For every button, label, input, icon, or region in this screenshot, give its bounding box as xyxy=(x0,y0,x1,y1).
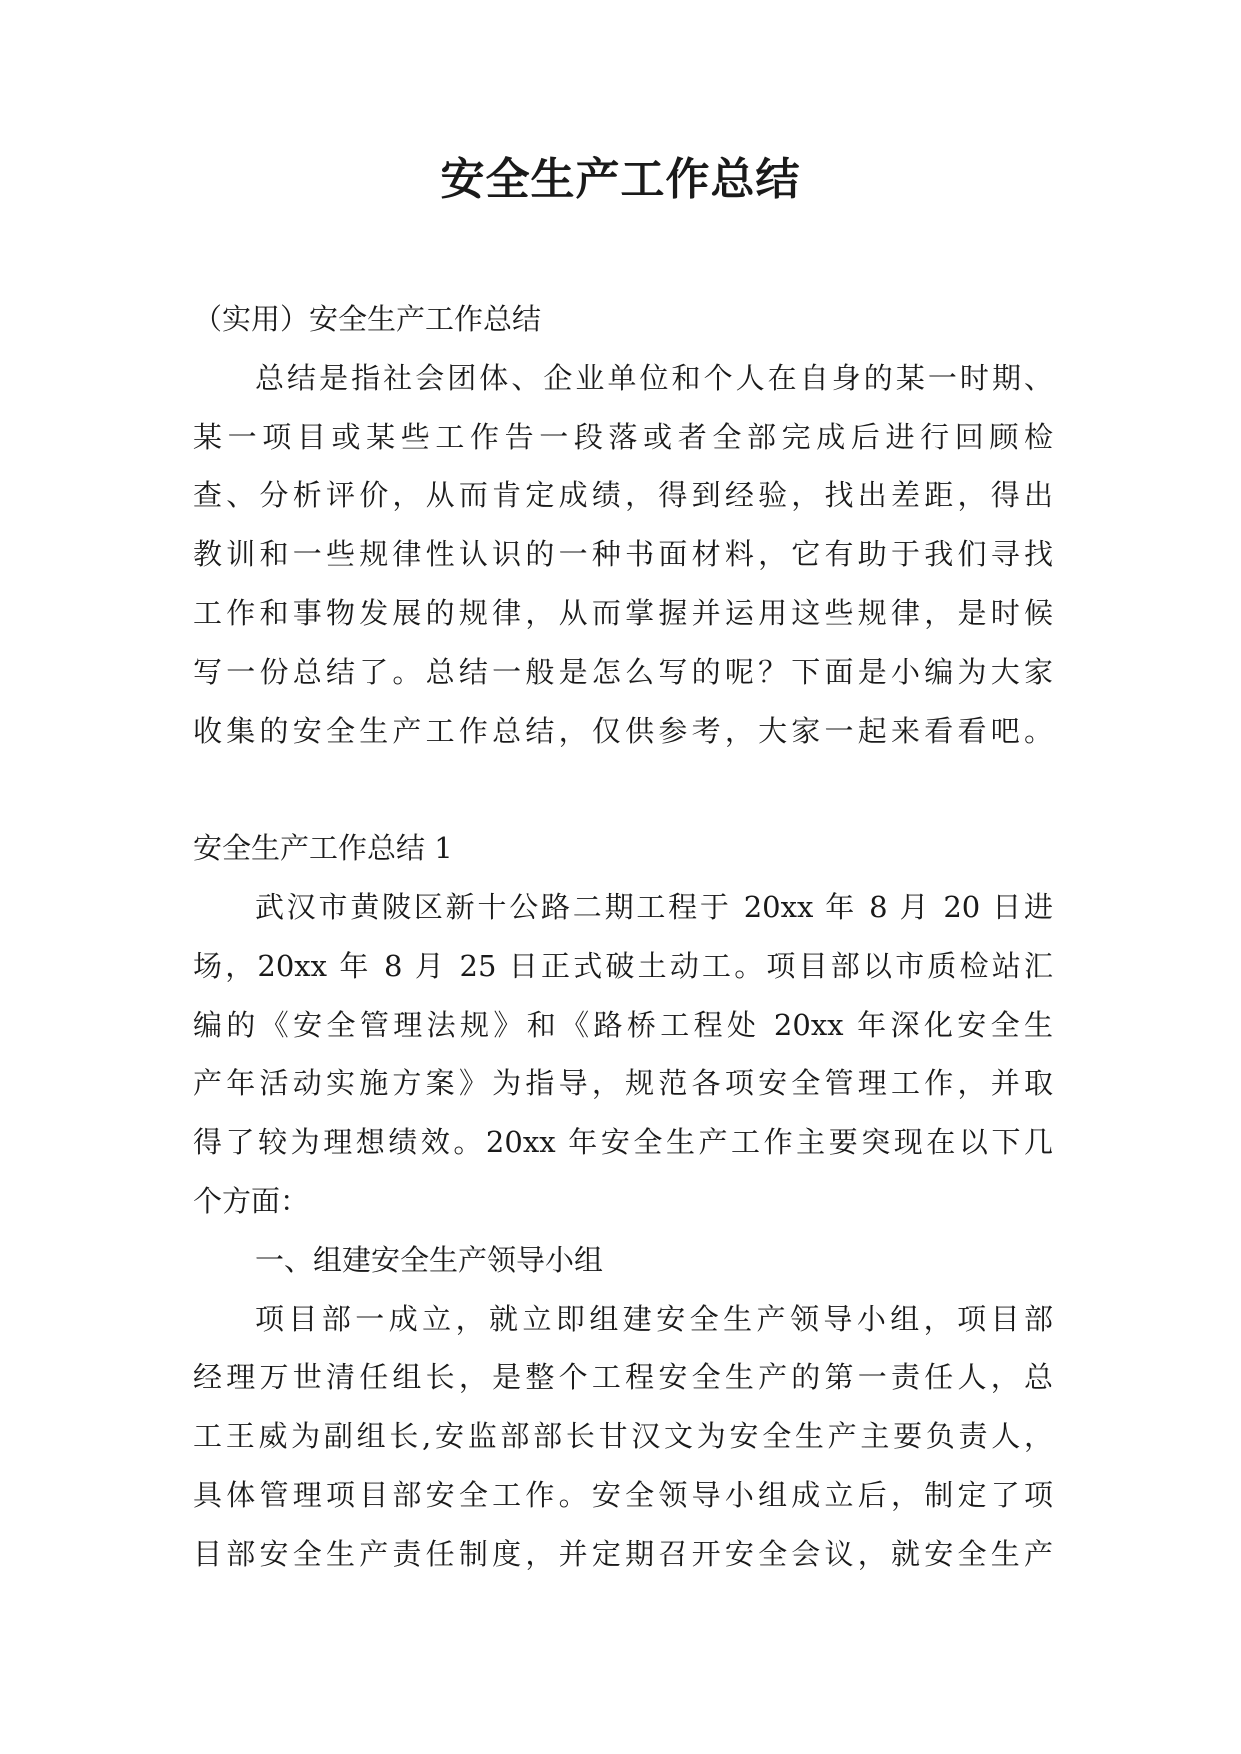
paragraph-line: 得了较为理想绩效。20xx 年安全生产工作主要突现在以下几 xyxy=(193,1125,1053,1160)
intro-line: 某一项目或某些工作告一段落或者全部完成后进行回顾检 xyxy=(193,419,1053,454)
intro-line: 收集的安全生产工作总结，仅供参考，大家一起来看看吧。 xyxy=(193,713,1053,748)
section-heading: 安全生产工作总结 1 xyxy=(193,831,453,866)
document-subtitle: （实用）安全生产工作总结 xyxy=(193,302,542,336)
paragraph-line: 项目部一成立，就立即组建安全生产领导小组，项目部 xyxy=(255,1301,1053,1336)
blank-line xyxy=(193,760,1053,819)
paragraph-line: 编的《安全管理法规》和《路桥工程处 20xx 年深化安全生 xyxy=(193,1007,1053,1042)
paragraph-line: 武汉市黄陂区新十公路二期工程于 20xx 年 8 月 20 日进 xyxy=(255,889,1053,924)
paragraph-line: 个方面： xyxy=(193,1183,310,1218)
paragraph-line: 具体管理项目部安全工作。安全领导小组成立后，制定了项 xyxy=(193,1477,1053,1512)
intro-line: 查、分析评价，从而肯定成绩，得到经验，找出差距，得出 xyxy=(193,478,1053,513)
paragraph-line: 工王威为副组长,安监部部长甘汉文为安全生产主要负责人， xyxy=(193,1419,1053,1454)
paragraph-line: 场，20xx 年 8 月 25 日正式破土动工。项目部以市质检站汇 xyxy=(193,948,1053,983)
document-title: 安全生产工作总结 xyxy=(440,154,801,205)
subsection-heading: 一、组建安全生产领导小组 xyxy=(255,1242,604,1277)
document-body xyxy=(193,290,1053,1584)
intro-line: 总结是指社会团体、企业单位和个人在自身的某一时期、 xyxy=(255,360,1053,395)
paragraph-line: 产年活动实施方案》为指导，规范各项安全管理工作，并取 xyxy=(193,1066,1053,1101)
intro-line: 教训和一些规律性认识的一种书面材料，它有助于我们寻找 xyxy=(193,537,1053,572)
paragraph-line: 经理万世清任组长，是整个工程安全生产的第一责任人，总 xyxy=(193,1360,1053,1395)
intro-line: 写一份总结了。总结一般是怎么写的呢？下面是小编为大家 xyxy=(193,654,1053,689)
paragraph-line: 目部安全生产责任制度，并定期召开安全会议，就安全生产 xyxy=(193,1536,1053,1571)
intro-line: 工作和事物发展的规律，从而掌握并运用这些规律，是时候 xyxy=(193,595,1053,630)
